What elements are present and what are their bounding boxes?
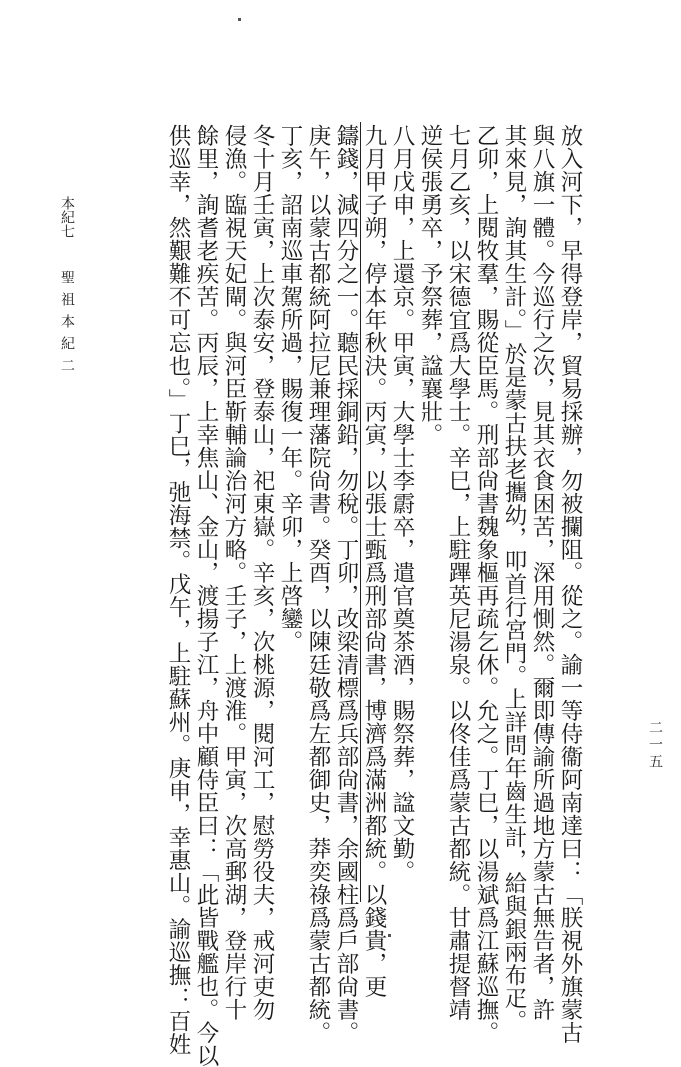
column-divider-rule: [360, 122, 361, 902]
page-number: 二一五: [647, 720, 663, 771]
text-column: 鑄錢，減四分之一。聽民採銅鉛，勿稅。丁卯，改梁清標爲兵部尙書，余國柱爲戶部尙書。: [333, 124, 359, 1044]
text-column: 庚午，以蒙古都統阿拉尼兼理藩院尙書。癸酉，以陳廷敬爲左都御史，莽奕祿爲蒙古都統。: [305, 124, 331, 1044]
text-column: 丁亥，詔南巡車駕所過，賜復一年。辛卯，上啓鑾。: [277, 124, 303, 653]
section-title: 聖祖本紀二: [59, 270, 75, 380]
text-column: 其來見，詢其生計。」於是蒙古扶老攜幼，叩首行宮門。上詳問年齒生計，給與銀兩布疋。: [501, 124, 527, 1033]
text-column: 供巡幸，然艱難不可忘也。」丁巳，弛海禁。戊午，上駐蘇州。庚申，幸惠山。諭巡撫：百姓: [165, 124, 191, 1056]
text-column: 逆侯張勇卒，予祭葬，諡襄壯。: [417, 124, 443, 446]
scan-speck: [388, 934, 391, 937]
text-column: 冬十月壬寅，上次泰安，登泰山，祀東嶽。辛亥，次桃源，閱河工，慰勞役夫，戒河吏勿: [249, 124, 275, 1021]
scan-speck: [238, 18, 241, 21]
text-column: 餘里，詢耆老疾苦。丙辰，上幸焦山、金山，渡揚子江，舟中顧侍臣曰：「此皆戰艦也。今以: [193, 124, 219, 1067]
text-column: 七月乙亥，以宋德宜爲大學士。辛巳，上駐蹕英尼湯泉。以佟佳爲蒙古都統。甘肅提督靖: [445, 124, 471, 1021]
text-column: 與八旗一體。今巡行之次，見其衣食困苦，深用惻然。爾即傳諭所過地方蒙古無告者，許: [529, 124, 555, 1021]
text-column: 九月甲子朔，停本年秋決。丙寅，以張士甄爲刑部尙書，博濟爲滿洲都統。以錢貴，更: [361, 124, 387, 998]
chapter-header: 本紀七: [59, 196, 75, 238]
text-column: 侵漁。臨視天妃閘。與河臣靳輔論治河方略。壬子，上渡淮。甲寅，次高郵湖，登岸行十: [221, 124, 247, 1021]
text-column: 乙卯，上閱牧羣，賜從臣馬。刑部尙書魏象樞再疏乞休。允之。丁巳，以湯斌爲江蘇巡撫。: [473, 124, 499, 1044]
text-column: 放入河下，早得登岸，貿易採辦，勿被攔阻。從之。諭一等侍衞阿南達曰：「朕視外旗蒙古: [557, 124, 583, 1044]
text-column: 八月戊申，上還京。甲寅，大學士李霨卒，遣官奠茶酒，賜祭葬，諡文勤。: [389, 124, 415, 883]
